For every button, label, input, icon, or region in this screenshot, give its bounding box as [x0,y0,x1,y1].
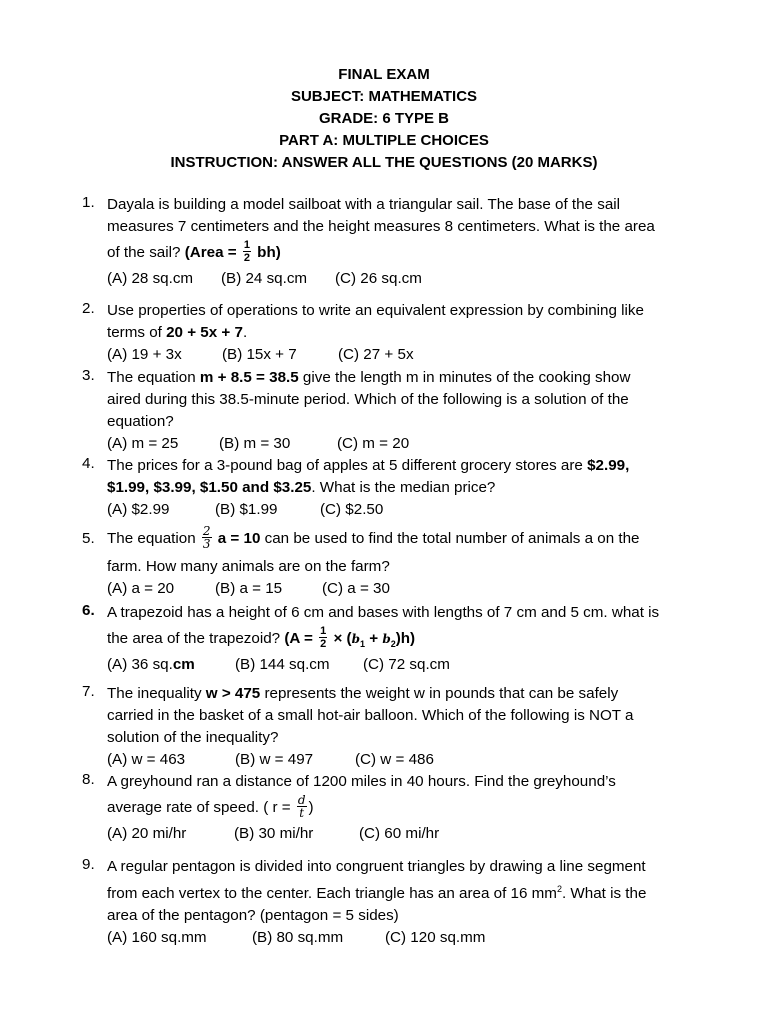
fraction: $\frac{2}{3}$ [202,524,211,552]
question-number: 1. [82,194,95,211]
question-number: 8. [82,771,95,788]
question-text: A regular pentagon is divided into congruent triangles by drawing a line segment [107,858,646,875]
question-text: aired during this 38.5-minute period. Which of the following is a solution of the [107,391,629,408]
exam-part: PART A: MULTIPLE CHOICES [279,132,489,149]
option-c: (C) 27 + 5x [338,346,414,363]
question-text: terms of 20 + 5x + 7. [107,324,248,341]
option-a: (A) 20 mi/hr [107,825,187,842]
fraction: $\frac{d}{t}$ [297,793,306,821]
question-text-formula: of the sail? (Area = $\frac{1}{2}$ bh) [107,239,281,265]
question-text: measures 7 centimeters and the height measures 8 centimeters. What is the area [107,218,655,235]
question-text: Dayala is building a model sailboat with a triangular sail. The base of the sail [107,196,621,213]
question-number: 2. [82,300,95,317]
answer-options [107,344,707,366]
question-text: The prices for a 3-pound bag of apples at 5 different grocery stores are $2.99, [107,457,630,474]
question-text: A trapezoid has a height of 6 cm and bases with lengths of 7 cm and 5 cm. what is [107,604,660,621]
option-b: (B) 30 mi/hr [234,825,314,842]
option-c: (C) m = 20 [337,435,410,452]
question-number: 3. [82,367,95,384]
question-text-formula: the area of the trapezoid? (A = $\frac{1}{2}$ × $(b_1 + b_2)h$) [107,625,416,651]
answer-options [107,749,707,771]
answer-options [107,927,707,949]
question-text: The equation m + 8.5 = 38.5 give the length m in minutes of the cooking show [107,369,631,386]
answer-options [107,654,707,676]
option-b: (B) a = 15 [215,580,283,597]
exam-header [0,64,768,174]
exam-subject: SUBJECT: MATHEMATICS [290,88,478,105]
question-text: The inequality w > 475 represents the weight w in pounds that can be safely [107,685,619,702]
exam-grade: GRADE: 6 TYPE B [318,110,450,127]
option-a: (A) a = 20 [107,580,175,597]
exam-title: FINAL EXAM [338,66,430,83]
option-c: (C) w = 486 [355,751,434,768]
question-number: 7. [82,683,95,700]
option-c: (C) 120 sq.mm [385,929,486,947]
option-c: (C) 26 sq.cm [335,270,422,287]
option-c: (C) 60 mi/hr [359,825,440,842]
question-text: $1.99, $3.99, $1.50 and $3.25. What is the median price? [107,479,496,496]
option-a: (A) w = 463 [107,751,186,768]
question-text-formula: average rate of speed. ( r = $\frac{d}{t}$ ) [107,793,314,821]
option-a: (A) 19 + 3x [107,346,182,363]
answer-options [107,823,707,845]
option-b: (B) 144 sq.cm [235,656,330,673]
answer-options [107,578,707,600]
question-text: A greyhound ran a distance of 1200 miles in 40 hours. Find the greyhound’s [107,773,616,790]
option-a: (A) 28 sq.cm [107,270,194,287]
answer-options [107,499,707,521]
question-text: area of the pentagon? (pentagon = 5 sides) [107,907,399,925]
question-text: carried in the basket of a small hot-air balloon. Which of the following is NOT a [107,707,634,724]
option-b: (B) w = 497 [235,751,314,768]
option-b: (B) m = 30 [219,435,291,452]
question-text: equation? [107,413,174,430]
option-a: (A) 36 sq.cm [107,656,195,673]
answer-options [107,433,707,455]
question-text: solution of the inequality? [107,729,279,746]
option-b: (B) 15x + 7 [222,346,297,363]
option-b: (B) $1.99 [215,501,278,518]
option-c: (C) a = 30 [322,580,390,597]
option-c: (C) 72 sq.cm [363,656,450,673]
question-text: farm. How many animals are on the farm? [107,558,390,575]
option-b: (B) 24 sq.cm [221,270,308,287]
question-number: 9. [82,856,95,873]
option-a: (A) m = 25 [107,435,179,452]
fraction: $\frac{1}{2}$ [243,239,250,265]
question-text: from each vertex to the center. Each triangle has an area of 16 $mm^2$. What is the [107,884,647,903]
option-a: (A) $2.99 [107,501,170,518]
question-text-formula: The equation $\frac{2}{3}$ a = 10 can be used to find the total number of animals a on the [107,524,640,552]
question-number: 6. [82,602,95,619]
answer-options [107,268,707,290]
option-c: (C) $2.50 [320,501,384,518]
fraction: $\frac{1}{2}$ [320,625,327,651]
question-number: 4. [82,455,95,472]
exam-instruction: INSTRUCTION: ANSWER ALL THE QUESTIONS (20 MARKS) [170,154,598,171]
question-number: 5. [82,530,95,547]
option-b: (B) 80 sq.mm [252,929,344,947]
question-text: Use properties of operations to write an equivalent expression by combining like [107,302,644,319]
option-a: (A) 160 sq.mm [107,929,207,947]
